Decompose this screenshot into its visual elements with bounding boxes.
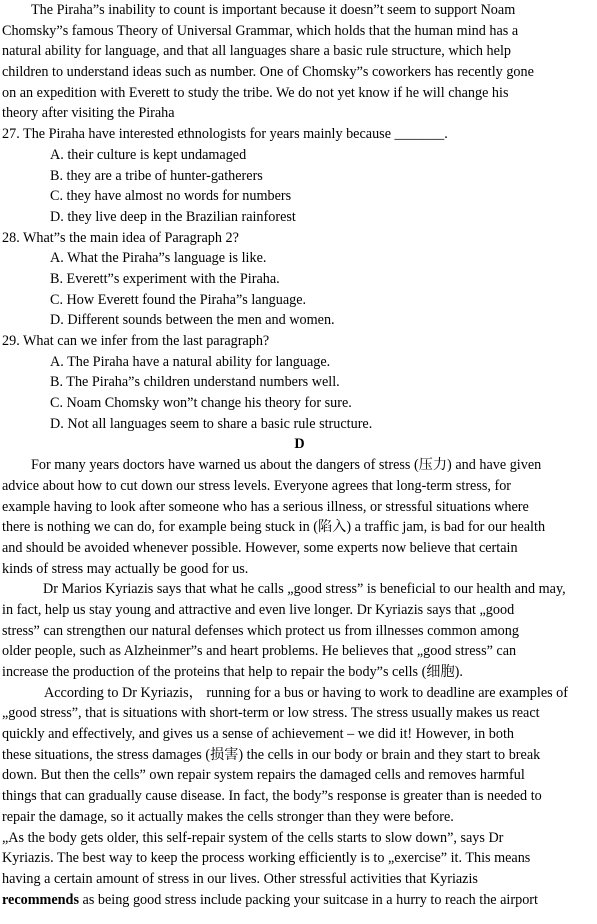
answer-option: C. they have almost no words for numbers [50,188,292,205]
text-line: Kyriazis. The best way to keep the process working efficiently is to „exercise” it. This means [2,850,531,867]
text-line: Dr Marios Kyriazis says that what he calls „good stress” is beneficial to our health and may, [43,581,566,598]
section-d-paragraph-2 [2,579,597,682]
answer-option: C. How Everett found the Piraha”s language. [50,291,307,308]
question-stem: 27. The Piraha have interested ethnologists for years mainly because _______. [2,126,448,143]
text-line: and should be avoided whenever possible. However, some experts now believe that certain [2,539,518,556]
text-line: there is nothing we can do, for example being stuck in (陷入) a traffic jam, is bad for our health [2,519,546,536]
text-line: „good stress”, that is situations with short-term or low stress. The stress usually makes us react [2,705,540,722]
text-line: repair the damage, so it actually makes the cells stronger than they were before. [2,808,454,825]
text-line: example having to look after someone who has a serious illness, or stressful situations where [2,498,529,515]
section-heading: D [294,436,305,453]
answer-option: B. The Piraha”s children understand numbers well. [50,374,340,391]
text-line: having a certain amount of stress in our lives. Other stressful activities that Kyriazis [2,870,478,887]
text-line: in fact, help us stay young and attractive and even live longer. Dr Kyriazis says that „good [2,601,515,618]
text-line: theory after visiting the Piraha [2,105,175,122]
section-d-paragraph-3 [2,683,597,828]
text-run: as being good stress include packing your suitcase in a hurry to reach the airport [78,891,538,908]
text-line: kinds of stress may actually be good for us. [2,560,249,577]
text-line: things that can gradually cause disease. In fact, the body”s response is greater than is needed to [2,788,542,805]
text-line: stress” can strengthen our natural defenses which protect us from illnesses common among [2,622,519,639]
text-line: For many years doctors have warned us about the dangers of stress (压力) and have given [31,457,542,474]
text-line: According to Dr Kyriazis， running for a bus or having to work to deadline are examples of [44,684,569,701]
answer-option: B. they are a tribe of hunter-gatherers [50,167,263,184]
text-line: The Piraha”s inability to count is important because it doesn”t seem to support Noam [31,2,516,18]
text-line: advice about how to cut down our stress levels. Everyone agrees that long-term stress, for [2,477,512,494]
answer-option: C. Noam Chomsky won”t change his theory for sure. [50,395,352,412]
text-line: these situations, the stress damages (损害) the cells in our body or brain and they start to break [2,746,541,763]
text-line: children to understand ideas such as number. One of Chomsky”s coworkers has recently gone [2,64,534,81]
answer-option: D. they live deep in the Brazilian rainforest [50,208,296,225]
section-d-paragraph-4 [2,828,597,911]
bold-word: recommends [2,891,79,908]
text-line: on an expedition with Everett to study the tribe. We do not yet know if he will change his [2,84,509,101]
text-line: „As the body gets older, this self-repair system of the cells starts to slow down”, says Dr [2,829,504,846]
text-line: increase the production of the proteins that help to repair the body”s cells (细胞). [2,664,463,680]
text-line: older people, such as Alzheinmer”s and heart problems. He believes that „good stress” can [2,643,517,660]
answer-option: A. their culture is kept undamaged [50,146,247,163]
text-line: natural ability for language, and that all languages share a basic rule structure, which help [2,43,511,60]
answer-option: D. Different sounds between the men and women. [50,312,335,329]
text-line-mixed [2,890,597,911]
section-d-paragraph-1 [2,455,597,579]
question-28 [2,228,597,331]
passage-c-ending [2,0,597,124]
answer-option: A. What the Piraha”s language is like. [50,250,267,267]
question-stem: 29. What can we infer from the last paragraph? [2,333,270,349]
question-27 [2,124,597,227]
answer-option: B. Everett”s experiment with the Piraha. [50,270,280,287]
question-29 [2,331,597,434]
answer-option: A. The Piraha have a natural ability for language. [50,353,331,370]
text-line: down. But then the cells” own repair system repairs the damaged cells and removes harmful [2,767,525,784]
question-stem: 28. What”s the main idea of Paragraph 2? [2,229,239,246]
answer-option: D. Not all languages seem to share a basic rule structure. [50,415,373,432]
text-line: quickly and effectively, and gives us a sense of achievement – we did it! However, in both [2,726,514,743]
text-line: Chomsky”s famous Theory of Universal Grammar, which holds that the human mind has a [2,22,519,39]
